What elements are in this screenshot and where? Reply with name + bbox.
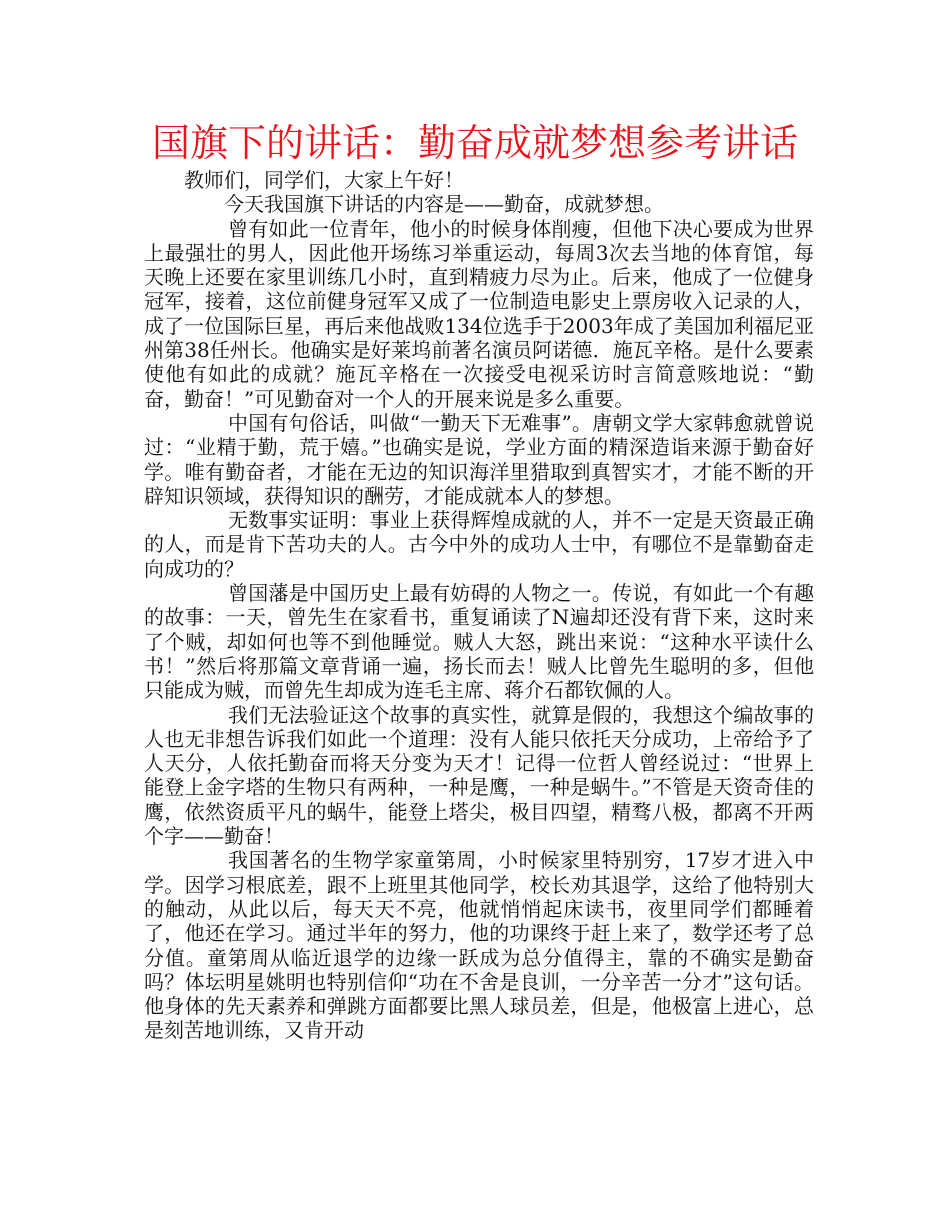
paragraph-zeng-guofan: 曾国藩是中国历史上最有妨碍的人物之一。传说，有如此一个有趣的故事：一天，曾先生在家看书，重复诵读了N遍却还没有背下来，这时来了个贼，却如何也等不到他睡觉。贼人大怒，跳出来说：“这种水平读什么书！”然后将那篇文章背诵一遍，扬长而去！贼人比曾先生聪明的多，但他只能成为贼，而曾先生却成为连毛主席、蒋介石都钦佩的人。 — [144, 581, 814, 703]
intro-line: 今天我国旗下讲话的内容是——勤奋，成就梦想。 — [224, 192, 664, 217]
document-title: 国旗下的讲话：勤奋成就梦想参考讲话 — [151, 121, 798, 165]
paragraph-eagle-snail: 我们无法验证这个故事的真实性，就算是假的，我想这个编故事的人也无非想告诉我们如此一个道理：没有人能只依托天分成功，上帝给予了人天分，人依托勤奋而将天分变为天才！记得一位哲人曾经说过：“世界上能登上金字塔的生物只有两种，一种是鹰，一种是蜗牛。”不管是天资奇佳的鹰，依然资质平凡的蜗牛，能登上塔尖，极目四望，精骛八极，都离不开两个字——勤奋！ — [144, 702, 814, 849]
document-body — [144, 168, 814, 1043]
paragraph-schwarzenegger: 曾有如此一位青年，他小的时候身体削瘦，但他下决心要成为世界上最强壮的男人，因此他开场练习举重运动，每周3次去当地的体育馆，每天晚上还要在家里训练几小时，直到精疲力尽为止。后来，他成了一位健身冠军，接着，这位前健身冠军又成了一位制造电影史上票房收入记录的人，成了一位国际巨星，再后来他战败134位选手于2003年成了美国加利福尼亚州第38任州长。他确实是好莱坞前著名演员阿诺德．施瓦辛格。是什么要素使他有如此的成就？施瓦辛格在一次接受电视采访时言简意赅地说：“勤奋，勤奋！”可见勤奋对一个人的开展来说是多么重要。 — [144, 216, 814, 411]
greeting-line: 教师们，同学们，大家上午好！ — [184, 168, 464, 192]
paragraph-proverb: 中国有句俗话，叫做“一勤天下无难事”。唐朝文学大家韩愈就曾说过：“业精于勤，荒于嬉。”也确实是说，学业方面的精深造诣来源于勤奋好学。唯有勤奋者，才能在无边的知识海洋里猎取到真智实才，才能不断的开辟知识领域，获得知识的酬劳，才能成就本人的梦想。 — [144, 410, 814, 508]
paragraph-tong-dizhou: 我国著名的生物学家童第周，小时候家里特别穷，17岁才进入中学。因学习根底差，跟不上班里其他同学，校长劝其退学，这给了他特别大的触动，从此以后，每天天不亮，他就悄悄起床读书，夜里同学们都睡着了，他还在学习。通过半年的努力，他的功课终于赶上来了，数学还考了总分值。童第周从临近退学的边缘一跃成为总分值得主，靠的不确实是勤奋吗？体坛明星姚明也特别信仰“功在不舍是良训，一分辛苦一分才”这句话。他身体的先天素养和弹跳方面都要比黑人球员差，但是，他极富上进心，总是刻苦地训练，又肯开动 — [144, 848, 814, 1043]
paragraph-facts: 无数事实证明：事业上获得辉煌成就的人，并不一定是天资最正确的人，而是肯下苦功夫的人。古今中外的成功人士中，有哪位不是靠勤奋走向成功的？ — [144, 508, 814, 581]
